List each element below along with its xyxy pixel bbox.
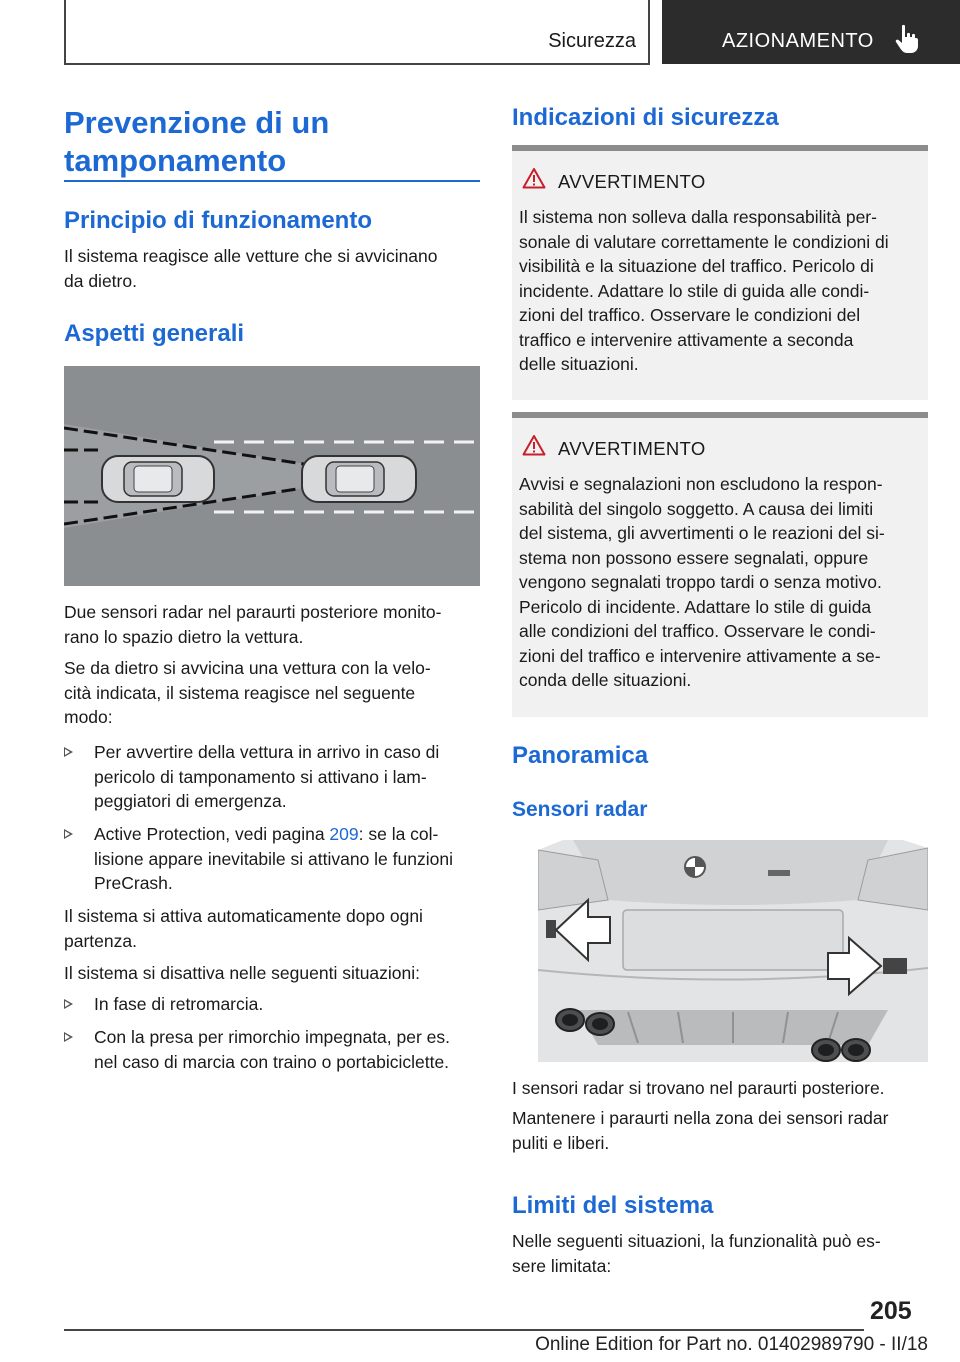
heading-radar-sensors: Sensori radar — [512, 798, 648, 821]
paragraph-principle: Il sistema reagisce alle vetture che si avvicinano da dietro. — [64, 246, 438, 291]
paragraph-limits: Nelle seguenti situazioni, la funzionalità può es- sere limitata: — [512, 1231, 881, 1276]
heading-principle: Principio di funzionamento — [64, 207, 372, 234]
header-right-rule — [648, 0, 650, 64]
warning-title: AVVERTIMENTO — [558, 171, 706, 192]
bullet-triangle-icon — [64, 829, 73, 839]
warning-box-2 — [512, 412, 928, 717]
bullet-triangle-icon — [64, 747, 73, 757]
radar-sensor-right — [883, 958, 907, 974]
radar-sensor-left — [546, 920, 556, 938]
warning-triangle-icon — [522, 167, 546, 189]
header-left-rule — [64, 0, 66, 64]
car-front — [302, 456, 416, 502]
paragraph-radar-clean: Mantenere i paraurti nella zona dei sensori radar puliti e liberi. — [512, 1108, 889, 1153]
car-rear — [102, 456, 214, 502]
heading-general: Aspetti generali — [64, 320, 245, 347]
rear-collision-illustration — [64, 366, 480, 586]
paragraph-approach: Se da dietro si avvicina una vettura con la velo- cità indicata, il sistema reagisce nel seguente modo: — [64, 658, 431, 727]
list-item: Per avvertire della vettura in arrivo in caso di pericolo di tamponamento si attivano i lam- peggiatori di emergenza. — [64, 740, 480, 814]
page-number: 205 — [870, 1297, 912, 1325]
warning-box-1 — [512, 145, 928, 400]
heading-limits: Limiti del sistema — [512, 1192, 714, 1219]
paragraph-activation: Il sistema si attiva automaticamente dopo ogni partenza. — [64, 906, 423, 951]
title-underline — [64, 180, 480, 182]
hand-pointer-icon — [894, 24, 920, 54]
warning-title: AVVERTIMENTO — [558, 438, 706, 459]
footer-rule — [64, 1329, 864, 1331]
header-chapter-label: AZIONAMENTO — [722, 30, 874, 52]
footer-edition: Online Edition for Part no. 01402989790 - II/18 — [535, 1334, 928, 1355]
bullet-triangle-icon — [64, 1032, 73, 1042]
warning-box-top-bar — [512, 412, 928, 418]
page-link-209[interactable]: 209 — [329, 824, 359, 844]
warning-text: Il sistema non solleva dalla responsabilità per- sonale di valutare correttamente le condizioni di visibilità e la situazione del traffico. Pericolo di incidente. Adattare lo stile di guida alle condi- zioni del traffico. Osservare le condizioni del traffico e intervenire attivamente a seconda delle situazioni. — [519, 207, 889, 374]
header-chapter-tab[interactable] — [662, 0, 960, 64]
list-item: Con la presa per rimorchio impegnata, per es. nel caso di marcia con traino o portabiciclette. — [64, 1025, 480, 1075]
warning-triangle-icon — [522, 434, 546, 456]
bullet-triangle-icon — [64, 999, 73, 1009]
page-title: Prevenzione di un tamponamento — [64, 105, 330, 178]
list-item: Active Protection, vedi pagina 209: se la col- lisione appare inevitabile si attivano le funzioni PreCrash. — [64, 822, 480, 896]
paragraph-sensors: Due sensori radar nel paraurti posteriore monito- rano lo spazio dietro la vettura. — [64, 602, 442, 647]
paragraph-deactivation: Il sistema si disattiva nelle seguenti situazioni: — [64, 963, 421, 983]
heading-overview: Panoramica — [512, 742, 649, 769]
heading-safety: Indicazioni di sicurezza — [512, 104, 779, 131]
warning-text: Avvisi e segnalazioni non escludono la respon- sabilità del singolo soggetto. A causa dei limiti del sistema, gli avvertimenti o le reazioni del si- stema non possono essere segnalati, oppure vengono segnalati troppo tardi o senza motivo. Pericolo di incidente. Adattare lo stile di guida alle condizioni del traffico. Osservare le condi- zioni del traffico e intervenire attivamente a se- conda delle situazioni. — [519, 474, 885, 690]
header-bottom-rule — [64, 63, 650, 65]
list-item: In fase di retromarcia. — [64, 992, 480, 1018]
warning-box-top-bar — [512, 145, 928, 151]
header-section-label: Sicurezza — [548, 30, 636, 52]
rear-bumper-radar-illustration — [538, 840, 928, 1062]
paragraph-radar-location: I sensori radar si trovano nel paraurti posteriore. — [512, 1078, 885, 1098]
